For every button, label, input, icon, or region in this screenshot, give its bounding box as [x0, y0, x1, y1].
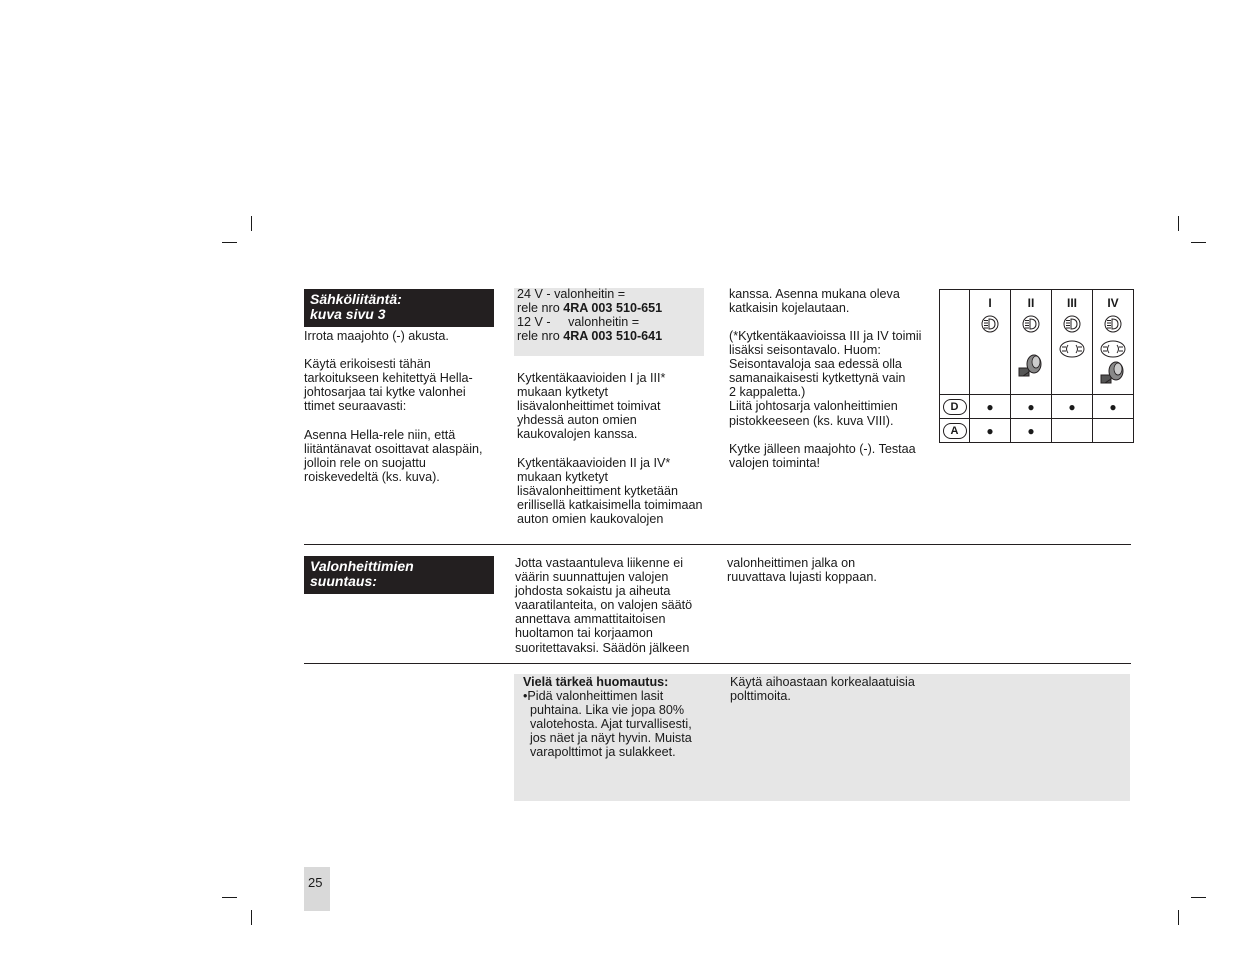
relay-part-number-24v: 4RA 003 510-651: [563, 301, 663, 316]
heading-line: suuntaus:: [310, 573, 377, 589]
row-label-cell: [940, 419, 970, 443]
row-label-cell: [940, 395, 970, 419]
diagram-label: III: [1066, 296, 1077, 310]
paragraph: Asenna Hella-rele niin, että liitäntänavat osoittavat alaspäin, jolloin rele on suojattu roiskevedeltä (ks. kuva).: [304, 428, 483, 485]
parking-light-icon: [1059, 340, 1085, 358]
heading-line: kuva sivu 3: [310, 306, 386, 322]
table-cell: [970, 395, 1011, 419]
section-heading-electrical: [304, 289, 494, 327]
table-cell: [1052, 395, 1093, 419]
page-number: 25: [308, 875, 323, 890]
switch-knob-icon: [1017, 352, 1045, 378]
crop-mark: [1191, 897, 1206, 898]
table-header-cell: [1093, 290, 1134, 395]
high-beam-icon: [980, 315, 1000, 333]
table-header-cell: [970, 290, 1011, 395]
table-row: [940, 419, 1134, 443]
table-cell: [1093, 395, 1134, 419]
dot-marker: ●: [1027, 423, 1035, 438]
crop-mark: [1178, 910, 1179, 925]
table-header-cell: [1011, 290, 1052, 395]
relay-line: 12 V - valonheitin =: [517, 315, 640, 330]
section-divider: [304, 544, 1131, 545]
paragraph: Kytke jälleen maajohto (-). Testaa valojen toiminta!: [729, 442, 916, 471]
relay-prefix: rele nro: [517, 329, 564, 344]
page-number-tab: [304, 867, 330, 911]
table-header-cell: [1052, 290, 1093, 395]
table-header-row: [940, 290, 1134, 395]
crop-mark: [251, 910, 252, 925]
dot-marker: ●: [1109, 399, 1117, 414]
heading-line: Valonheittimien: [310, 558, 414, 574]
crop-mark: [251, 216, 252, 231]
paragraph: (*Kytkentäkaavioissa III ja IV toimii lisäksi seisontavalo. Huom: Seisontavaloja saa edessä olla samanaikaisesti kytkettynä vain 2 kappaletta.) Liitä johtosarja valonheittimien pistokkeeseen (ks. kuva VIII).: [729, 329, 922, 428]
table-cell: [1093, 419, 1134, 443]
crop-mark: [222, 242, 237, 243]
diagram-label: I: [988, 296, 992, 310]
paragraph: Kytkentäkaavioiden I ja III* mukaan kytketyt lisävalonheittimet toimivat yhdessä auton omien kaukovalojen kanssa.: [517, 371, 666, 442]
note-title: Vielä tärkeä huomautus:: [523, 675, 669, 689]
diagram-label: IV: [1107, 296, 1119, 310]
high-beam-icon: [1021, 315, 1041, 333]
switch-knob-icon: [1099, 359, 1127, 385]
relay-line: 24 V - valonheitin =: [517, 287, 626, 301]
paragraph: valonheittimen jalka on ruuvattava lujasti koppaan.: [727, 556, 877, 585]
note-right-text: Käytä aihoastaan korkealaatuisia polttimoita.: [730, 675, 915, 704]
dot-marker: ●: [986, 399, 994, 414]
relay-info-text: [517, 287, 707, 343]
diagram-label: II: [1027, 296, 1035, 310]
paragraph: Käytä erikoisesti tähän tarkoitukseen kehitettyä Hella- johtosarjaa tai kytke valonhei ttimet seuraavasti:: [304, 357, 473, 414]
note-body: •Pidä valonheittimen lasit puhtaina. Lika vie jopa 80% valotehosta. Ajat turvallisesti, jos näet ja näyt hyvin. Muista varapolttimot ja sulakkeet.: [523, 689, 692, 760]
parking-light-icon: [1100, 340, 1126, 358]
row-label: D: [943, 399, 967, 415]
table-corner-cell: [940, 290, 970, 395]
dot-marker: ●: [1068, 399, 1076, 414]
paragraph: kanssa. Asenna mukana oleva katkaisin kojelautaan.: [729, 287, 900, 316]
dot-marker: ●: [1027, 399, 1035, 414]
high-beam-icon: [1062, 315, 1082, 333]
table-cell: [970, 419, 1011, 443]
table-cell: [1052, 419, 1093, 443]
crop-mark: [1178, 216, 1179, 231]
paragraph: Kytkentäkaavioiden II ja IV* mukaan kytketyt lisävalonheittiment kytketään erillisellä katkaisimella toimimaan auton omien kaukovalojen: [517, 456, 703, 527]
row-label: A: [943, 423, 967, 439]
section-heading-aiming: [304, 556, 494, 594]
paragraph: Irrota maajohto (-) akusta.: [304, 329, 449, 343]
wiring-configuration-table: [939, 289, 1134, 443]
table-row: [940, 395, 1134, 419]
section-divider: [304, 663, 1131, 664]
paragraph: Jotta vastaantuleva liikenne ei väärin suunnattujen valojen johdosta sokaistu ja aiheuta vaaratilanteita, on valojen säätö annettava ammattitaitoisen huoltamon tai korjaamon suoritettavaksi. Säädön jälkeen: [515, 556, 693, 655]
relay-part-number-12v: 4RA 003 510-641: [563, 329, 663, 344]
high-beam-icon: [1103, 315, 1123, 333]
dot-marker: ●: [986, 423, 994, 438]
crop-mark: [1191, 242, 1206, 243]
table-cell: [1011, 419, 1052, 443]
relay-line: [517, 329, 707, 343]
heading-line: Sähköliitäntä:: [310, 291, 402, 307]
table-cell: [1011, 395, 1052, 419]
crop-mark: [222, 897, 237, 898]
relay-prefix: rele nro: [517, 301, 564, 316]
relay-line: [517, 301, 707, 315]
